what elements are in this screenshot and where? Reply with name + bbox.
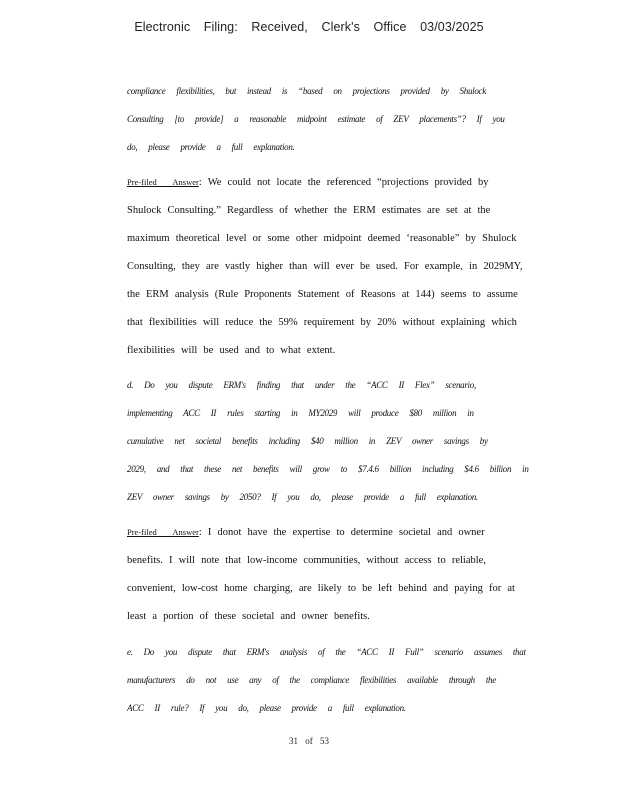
line-text: maximum theoretical level or some other midpoint deemed ‘reasonable” by Shulock (127, 233, 517, 244)
question-line (127, 408, 537, 418)
answer-line (127, 583, 537, 594)
line-text: cumulative net societal benefits including $40 million in ZEV owner savings by (127, 436, 488, 446)
line-text: benefits. I will note that low-income communities, without access to reliable, (127, 555, 486, 566)
question-line (127, 647, 537, 657)
question-line (127, 86, 537, 96)
answer-line (127, 555, 537, 566)
answer-line (127, 611, 537, 622)
line-text: least a portion of these societal and owner benefits. (127, 611, 370, 622)
question-line (127, 492, 537, 502)
line-text: ACC II rule? If you do, please provide a full explanation. (127, 703, 406, 713)
prefiled-answer-label: Pre-filed Answer (127, 177, 199, 187)
answer-line (127, 205, 537, 216)
line-text: compliance flexibilities, but instead is “based on projections provided by Shulock (127, 86, 486, 96)
line-text: 2029, and that these net benefits will grow to $7.4.6 billion including $4.6 billion in (127, 464, 529, 474)
answer-line (127, 317, 537, 328)
answer-line (127, 345, 537, 356)
answer-line (127, 177, 537, 188)
question-line (127, 436, 537, 446)
line-text: that flexibilities will reduce the 59% requirement by 20% without explaining which (127, 317, 517, 328)
question-line (127, 464, 537, 474)
answer-line (127, 233, 537, 244)
question-line (127, 142, 537, 152)
line-text: flexibilities will be used and to what extent. (127, 345, 336, 356)
line-text: the ERM analysis (Rule Proponents Statement of Reasons at 144) seems to assume (127, 289, 518, 300)
answer-line (127, 527, 537, 538)
line-text: Consulting, they are vastly higher than will ever be used. For example, in 2029MY, (127, 261, 523, 272)
page-number: 31 of 53 (289, 736, 329, 746)
line-text: implementing ACC II rules starting in MY2029 will produce $80 million in (127, 408, 474, 418)
line-text: ZEV owner savings by 2050? If you do, please provide a full explanation. (127, 492, 478, 502)
line-text: : We could not locate the referenced “projections provided by (198, 177, 489, 188)
question-line (127, 703, 537, 713)
line-text: d. Do you dispute ERM's finding that under the “ACC II Flex” scenario, (127, 380, 476, 390)
question-line (127, 380, 537, 390)
line-text: : I donot have the expertise to determine societal and owner (198, 527, 485, 538)
answer-line (127, 261, 537, 272)
line-text: Consulting [to provide] a reasonable midpoint estimate of ZEV placements”? If you (127, 114, 505, 124)
line-text: do, please provide a full explanation. (127, 142, 295, 152)
question-line (127, 114, 537, 124)
prefiled-answer-label: Pre-filed Answer (127, 527, 199, 537)
filing-header: Electronic Filing: Received, Clerk's Office 03/03/2025 (134, 20, 484, 34)
line-text: e. Do you dispute that ERM's analysis of the “ACC II Full” scenario assumes that (127, 647, 526, 657)
line-text: Shulock Consulting.” Regardless of whether the ERM estimates are set at the (127, 205, 491, 216)
answer-line (127, 289, 537, 300)
line-text: convenient, low-cost home charging, are likely to be left behind and paying for at (127, 583, 515, 594)
line-text: manufacturers do not use any of the compliance flexibilities available through the (127, 675, 496, 685)
question-line (127, 675, 537, 685)
